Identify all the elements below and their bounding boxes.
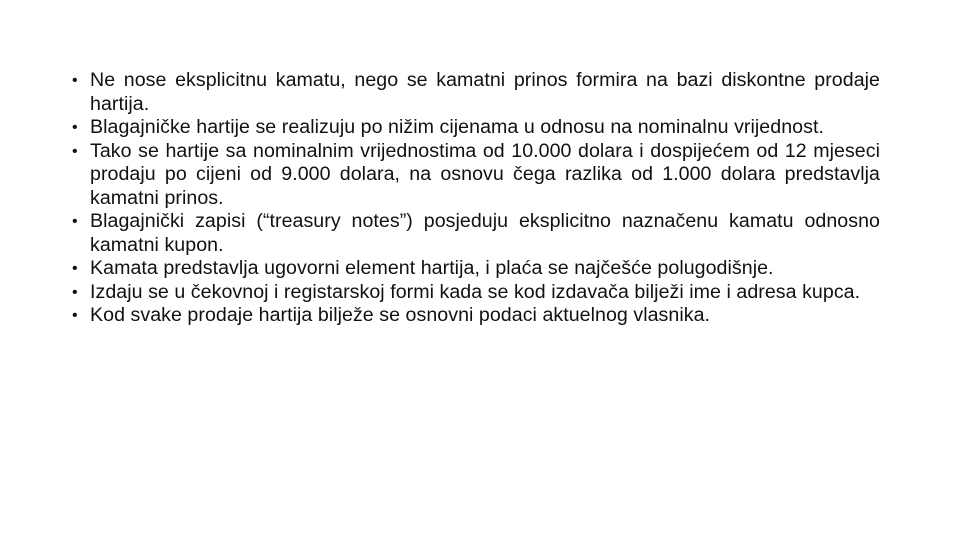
- bullet-text: Kamata predstavlja ugovorni element hartija, i plaća se najčešće polugodišnje.: [90, 257, 774, 279]
- bullet-icon: •: [72, 307, 78, 324]
- bullet-item-2: [72, 116, 880, 140]
- bullet-item-4: [72, 210, 880, 257]
- bullet-text: Izdaju se u čekovnoj i registarskoj formi kada se kod izdavača bilježi ime i adresa kupca.: [90, 280, 861, 303]
- bullet-item-6: [72, 281, 880, 305]
- bullet-icon: •: [72, 260, 78, 277]
- bullet-text: Blagajničke hartije se realizuju po nižim cijenama u odnosu na nominalnu vrijednost.: [90, 116, 824, 138]
- bullet-icon: •: [72, 119, 78, 136]
- bullet-list: [72, 69, 880, 328]
- bullet-text: Tako se hartije sa nominalnim vrijednostima od 10.000 dolara i dospijećem od 12 mjeseci prodaju po cijeni od 9.000 dolara, na osnovu čega razlika od 1.000 dolara predstavlja kamatni prinos.: [90, 139, 880, 209]
- bullet-text: Kod svake prodaje hartija bilježe se osnovni podaci aktuelnog vlasnika.: [90, 304, 711, 326]
- bullet-icon: •: [72, 72, 78, 89]
- bullet-item-1: [72, 69, 880, 116]
- bullet-icon: •: [72, 283, 78, 301]
- bullet-text: Blagajnički zapisi (“treasury notes”) posjeduju eksplicitno naznačenu kamatu odnosno kamatni kupon.: [90, 210, 880, 256]
- bullet-icon: •: [72, 142, 78, 160]
- bullet-text: Ne nose eksplicitnu kamatu, nego se kamatni prinos formira na bazi diskontne prodaje hartija.: [90, 69, 880, 115]
- bullet-item-3: [72, 140, 880, 211]
- bullet-icon: •: [72, 213, 78, 230]
- bullet-item-5: [72, 257, 880, 281]
- bullet-item-7: [72, 304, 880, 328]
